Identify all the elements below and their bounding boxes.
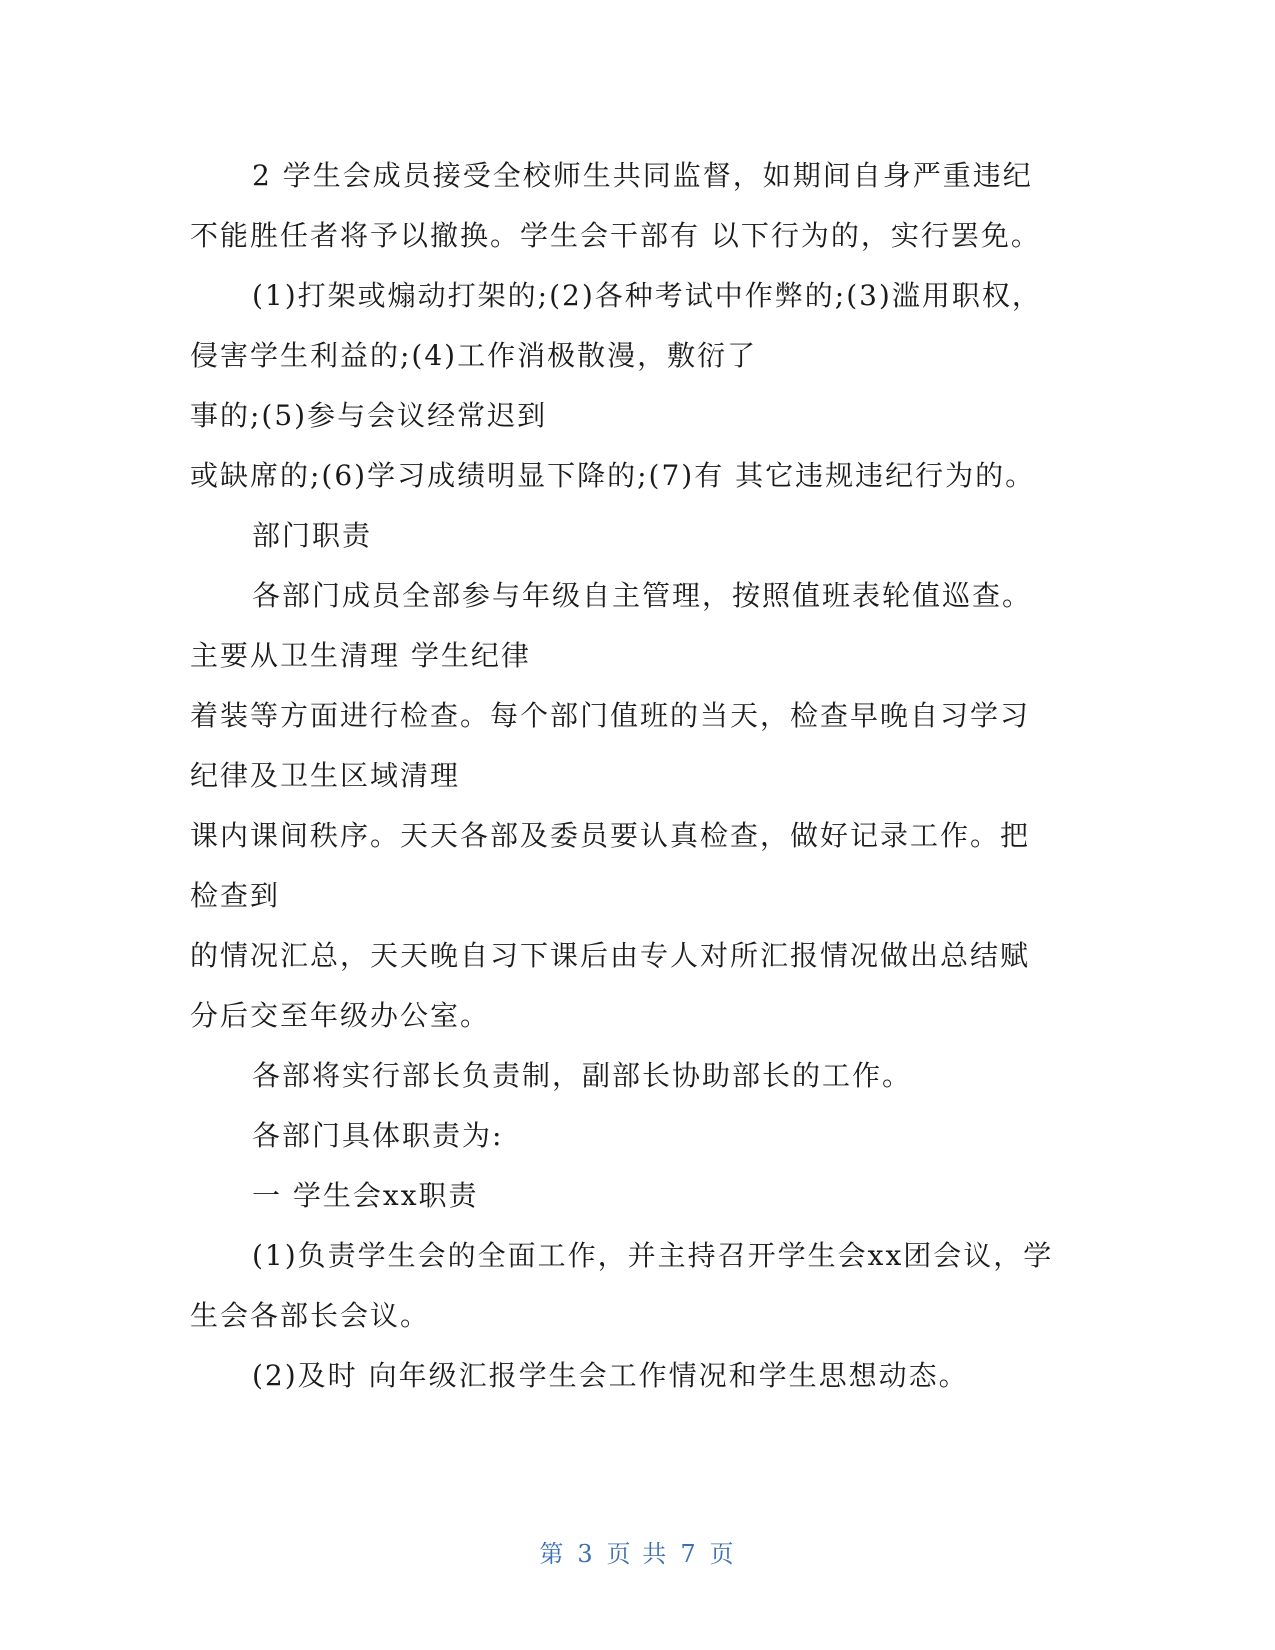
- page-label-prefix: 第: [539, 1540, 566, 1568]
- paragraph-line: 2 学生会成员接受全校师生共同监督，如期间自身严重违纪: [252, 159, 1033, 192]
- paragraph-line: 主要从卫生清理 学生纪律: [190, 639, 531, 672]
- paragraph-line: 课内课间秩序。天天各部及委员要认真检查，做好记录工作。把: [190, 819, 1031, 852]
- paragraph-line: 检查到: [190, 879, 281, 912]
- paragraph-line: 的情况汇总，天天晚自习下课后由专人对所汇报情况做出总结赋: [190, 939, 1031, 972]
- paragraph-line: 或缺席的;(6)学习成绩明显下降的;(7)有 其它违规违纪行为的。: [190, 459, 1036, 492]
- paragraph-line: 事的;(5)参与会议经常迟到: [190, 399, 548, 432]
- paragraph-line: 各部将实行部长负责制，副部长协助部长的工作。: [252, 1059, 913, 1092]
- section-heading: 部门职责: [252, 519, 373, 552]
- page-label-mid: 页 共: [606, 1540, 669, 1568]
- page-footer: [0, 1534, 1275, 1569]
- paragraph-line: 纪律及卫生区域清理: [190, 759, 461, 792]
- paragraph-line: 各部门具体职责为:: [252, 1119, 504, 1152]
- paragraph-line: 侵害学生利益的;(4)工作消极散漫，敷衍了: [190, 339, 758, 372]
- paragraph-line: 着装等方面进行检查。每个部门值班的当天，检查早晚自习学习: [190, 699, 1031, 732]
- paragraph-line: 分后交至年级办公室。: [190, 999, 491, 1032]
- paragraph-line: (1)打架或煽动打架的;(2)各种考试中作弊的;(3)滥用职权，: [252, 279, 1042, 312]
- total-pages-number: 7: [680, 1540, 698, 1568]
- paragraph-line: (1)负责学生会的全面工作，并主持召开学生会xx团会议，学: [252, 1239, 1054, 1272]
- section-heading: 一 学生会xx职责: [252, 1179, 479, 1212]
- page-label-suffix: 页: [709, 1540, 736, 1568]
- paragraph-line: (2)及时 向年级汇报学生会工作情况和学生思想动态。: [252, 1359, 969, 1392]
- document-body: [190, 146, 1090, 1406]
- current-page-number: 3: [577, 1540, 595, 1568]
- paragraph-line: 生会各部长会议。: [190, 1299, 431, 1332]
- paragraph-line: 各部门成员全部参与年级自主管理，按照值班表轮值巡查。: [252, 579, 1033, 612]
- paragraph-line: 不能胜任者将予以撤换。学生会干部有 以下行为的，实行罢免。: [190, 219, 1041, 252]
